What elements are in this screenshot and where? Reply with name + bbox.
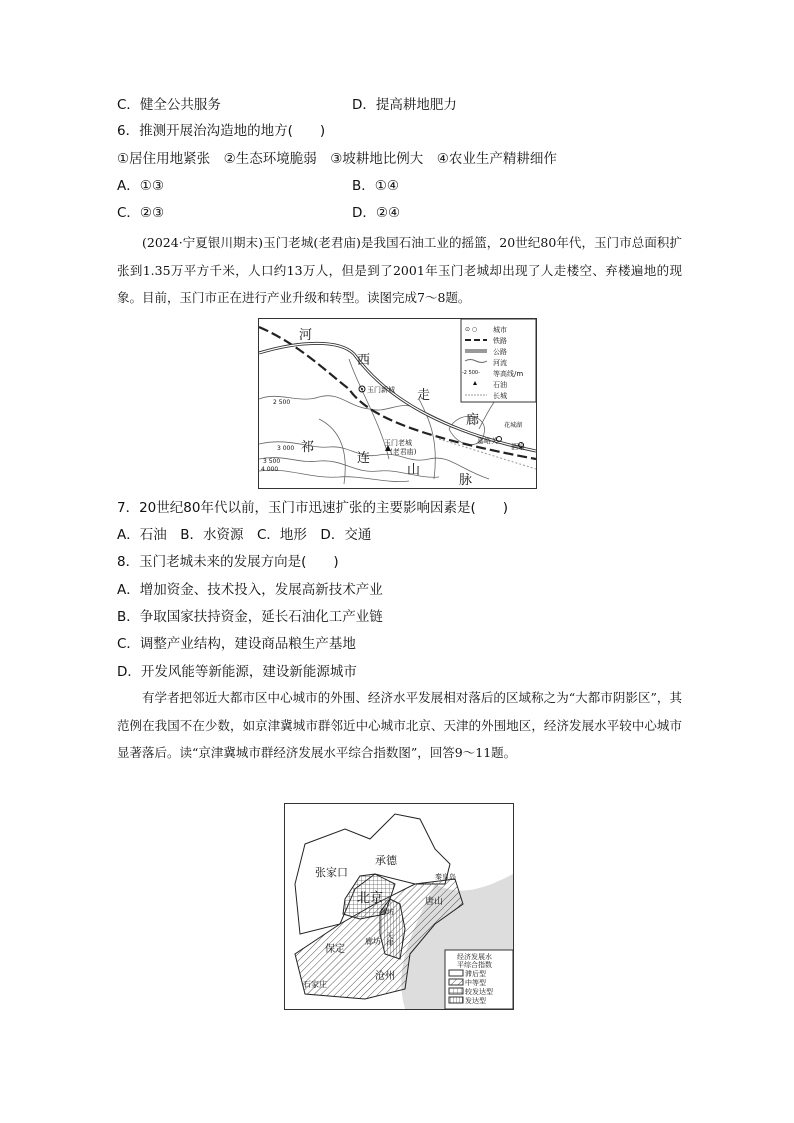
map-label-yumen-old: 玉门老城 (384, 439, 412, 447)
label-tangshan: 唐山 (425, 897, 444, 907)
map-label-lake: 花城湖 (504, 422, 523, 429)
map-label-jiayuguan: 嘉峪关 (477, 437, 498, 445)
q8-option-c: C．调整产业结构，建设商品粮生产基地 (117, 636, 356, 652)
legend-highway: 公路 (493, 348, 507, 356)
jingjinji-map (284, 803, 514, 1010)
legend-river: 河流 (493, 359, 507, 367)
map-label-lang: 廊 (466, 413, 480, 428)
legend-city: 城市 (493, 326, 507, 334)
legend-contour: 等高线/m (493, 370, 524, 378)
q8-option-b: B．争取国家扶持资金，延长石油化工产业链 (117, 609, 383, 625)
q7-stem: 7．20世纪80年代以前，玉门市迅速扩张的主要影响因素是( ) (117, 500, 508, 516)
yumen-map-legend (461, 319, 536, 402)
legend-lagging: 滞后型 (465, 970, 486, 978)
q6-option-c: C．②③ (117, 205, 165, 221)
jingjinji-legend (445, 950, 513, 1009)
q8-option-d: D．开发风能等新能源，建设新能源城市 (117, 664, 357, 680)
map-label-jiuquan: 酒泉 (511, 443, 525, 451)
label-tianjin: 天津 (386, 932, 394, 946)
label-qinhuangdao: 秦皇岛 (435, 873, 456, 881)
passage-jingjinji: 有学者把邻近大都市区中心城市的外围、经济水平发展相对落后的区域称之为“大都市阴影区”，其范例在我国不在少数，如京津冀城市群邻近中心城市北京、天津的外围地区，经济发展水平较中心城市显著落后。读“京津冀城市群经济发展水平综合指数图”，回答9～11题。 (117, 690, 682, 760)
contour-3500: 3 500 (263, 458, 281, 465)
legend-great-wall: 长城 (493, 392, 507, 400)
legend-contour-sample: -2 500- (462, 370, 480, 376)
legend-medium: 中等型 (465, 979, 486, 987)
legend-fairly-developed: 较发达型 (465, 988, 493, 996)
q6-stem: 6．推测开展治沟造地的地方( ) (117, 123, 326, 139)
legend-title-1: 经济发展水 (457, 953, 492, 961)
map-label-lian: 连 (357, 451, 371, 466)
map-label-he: 河 (299, 328, 313, 343)
q5-option-c: C．健全公共服务 (117, 97, 221, 113)
q6-option-a: A．①③ (117, 178, 164, 194)
label-cangzhou: 沧州 (375, 971, 395, 982)
map-label-zou: 走 (417, 388, 431, 403)
label-langfang-north: 廊坊 (380, 908, 394, 916)
q8-option-a: A．增加资金、技术投入，发展高新技术产业 (117, 582, 383, 598)
label-langfang: 廊坊 (365, 937, 381, 946)
map-label-yumen-new: 玉门新城 (367, 386, 395, 394)
q6-statements: ①居住用地紧张 ②生态环境脆弱 ③坡耕地比例大 ④农业生产精耕细作 (117, 151, 557, 167)
q6-option-b: B．①④ (352, 178, 399, 194)
label-chengde: 承德 (375, 854, 397, 867)
legend-railway: 铁路 (493, 337, 507, 345)
q7-options: A．石油 B．水资源 C．地形 D．交通 (117, 527, 372, 543)
label-zhangjiakou: 张家口 (315, 866, 348, 879)
yumen-map-drawing (259, 319, 536, 488)
map-label-shan: 山 (407, 463, 421, 478)
legend-oil: 石油 (493, 381, 507, 389)
contour-4000: 4 000 (261, 466, 279, 473)
legend-title-2: 平综合指数 (457, 961, 492, 969)
label-shijiazhuang: 石家庄 (303, 980, 327, 989)
q5-option-d: D．提高耕地肥力 (352, 97, 457, 113)
map-label-laojunmiao: (老君庙) (390, 448, 417, 456)
q8-stem: 8．玉门老城未来的发展方向是( ) (117, 554, 339, 570)
contour-2500: 2 500 (273, 399, 291, 406)
label-baoding: 保定 (325, 944, 345, 955)
map-label-mai: 脉 (459, 473, 473, 488)
label-beijing: 北京 (357, 891, 384, 906)
passage-yumen: (2024·宁夏银川期末)玉门老城(老君庙)是我国石油工业的摇篮，20世纪80年代，玉门市总面积扩张到1.35万平方千米，人口约13万人，但是到了2001年玉门老城却出现了人走楼空、弃楼遍地的现象。目前，玉门市正在进行产业升级和转型。读图完成7～8题。 (117, 235, 682, 305)
svg-text:⊙ ○: ⊙ ○ (465, 326, 478, 333)
q6-option-d: D．②④ (352, 205, 401, 221)
jingjinji-map-drawing (285, 804, 513, 1009)
yumen-map (258, 318, 537, 489)
legend-developed: 发达型 (465, 997, 486, 1005)
map-label-qi: 祁 (301, 440, 315, 455)
contour-3000: 3 000 (277, 445, 295, 452)
map-label-xi: 西 (357, 353, 371, 368)
